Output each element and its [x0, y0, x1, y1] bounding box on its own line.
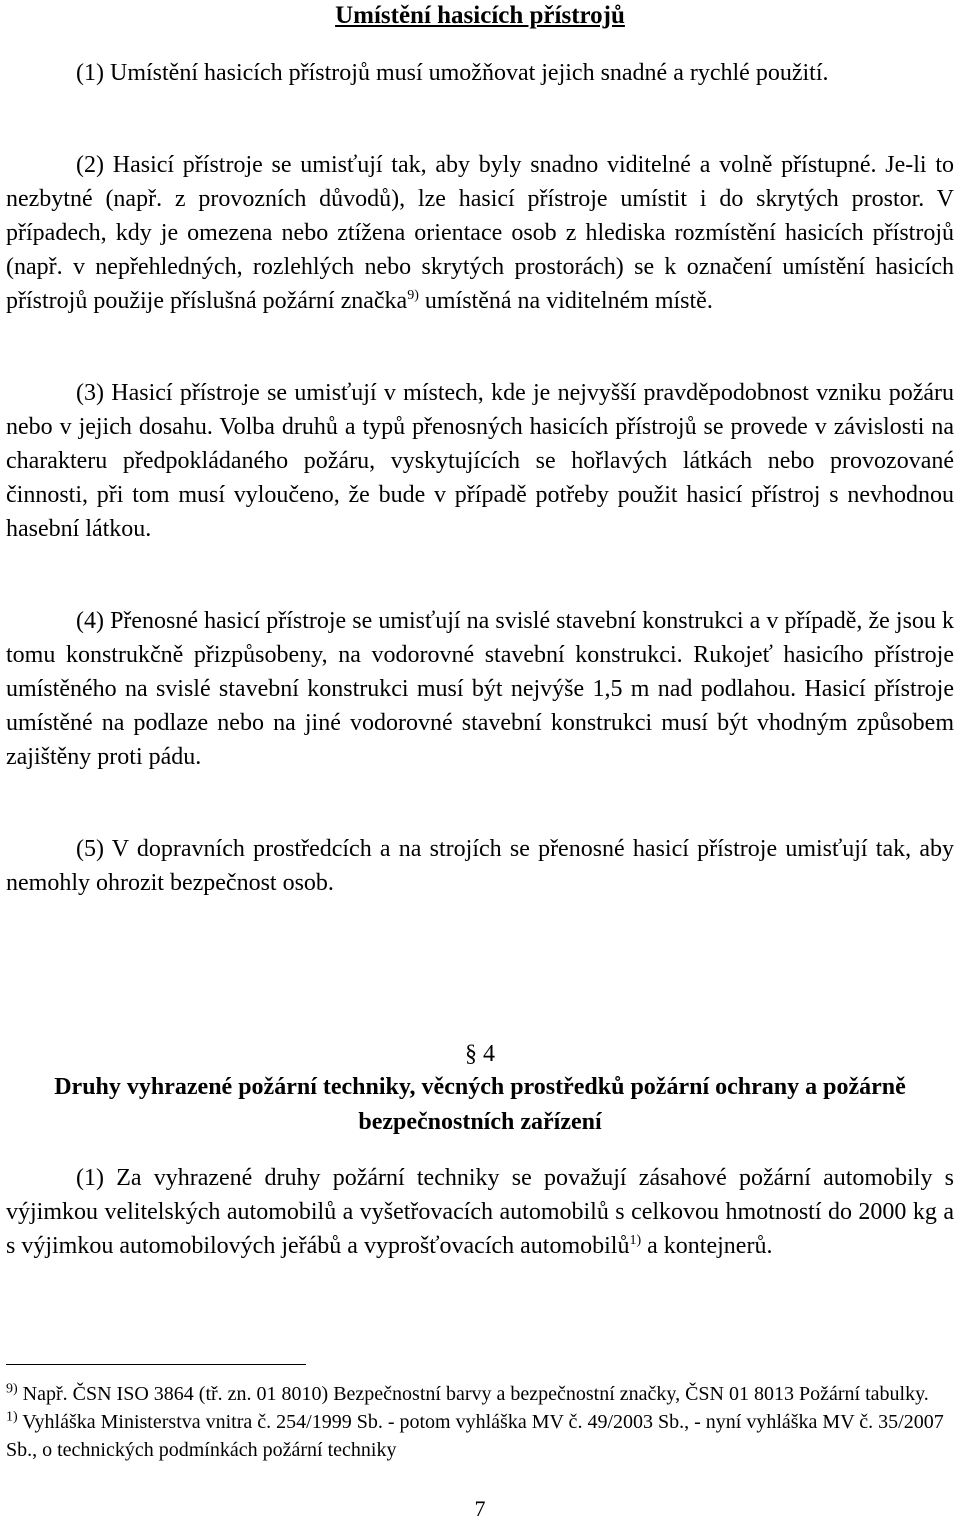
paragraph-2: [6, 148, 954, 318]
paragraph-3: (3) Hasicí přístroje se umisťují v místech, kde je nejvyšší pravděpodobnost vzniku požáru nebo v jejich dosahu. Volba druhů a typů přenosných hasicích přístrojů se provede v závislosti na charakteru předpokládaného požáru, vyskytujících se hořlavých látkách nebo provozované činnosti, při tom musí vyloučeno, že bude v případě potřeby použit hasicí přístroj s nevhodnou hasební látkou.: [6, 380, 954, 542]
paragraph-1: (1) Umístění hasicích přístrojů musí umožňovat jejich snadné a rychlé použití.: [76, 60, 829, 86]
page-number: 7: [474, 1496, 486, 1521]
footnote-mark: 9): [6, 1381, 18, 1397]
footnote-ref-9: 9): [407, 288, 419, 303]
section-paragraph-text-end: a kontejnerů.: [641, 1233, 773, 1259]
footnote-text: Např. ČSN ISO 3864 (tř. zn. 01 8010) Bezpečnostní barvy a bezpečnostní značky, ČSN 01 8013 Požární tabulky.: [17, 1383, 929, 1405]
footnote-9: [6, 1380, 954, 1408]
heading: Umístění hasicích přístrojů: [335, 2, 625, 29]
footnote-1: [6, 1408, 954, 1464]
paragraph-2-text-end: umístěná na viditelném místě.: [418, 288, 713, 314]
footnote-separator: [6, 1364, 306, 1365]
section-paragraph-text: (1) Za vyhrazené druhy požární techniky se považují zásahové požární automobily s výjimkou velitelských automobilů a vyšetřovacích automobilů s celkovou hmotností do 2000 kg a s výjimkou automobilových jeřábů a vyprošťovacích automobilů: [6, 1165, 954, 1259]
footnote-text: Vyhláška Ministerstva vnitra č. 254/1999 Sb. - potom vyhláška MV č. 49/2003 Sb., - nyní vyhláška MV č. 35/2007 Sb., o technických podmínkách požární techniky: [6, 1411, 944, 1461]
paragraph-5: (5) V dopravních prostředcích a na strojích se přenosné hasicí přístroje umisťují tak, aby nemohly ohrozit bezpečnost osob.: [6, 836, 954, 896]
footnotes: [6, 1380, 954, 1464]
paragraph-4: (4) Přenosné hasicí přístroje se umisťují na svislé stavební konstrukci a v případě, že jsou k tomu konstrukčně přizpůsobeny, na vodorovné stavební konstrukci. Rukojeť hasicího přístroje umístěného na svislé stavební konstrukci musí být nejvýše 1,5 m nad podlahou. Hasicí přístroje umístěné na podlaze nebo na jiné vodorovné stavební konstrukci musí být vhodným způsobem zajištěny proti pádu.: [6, 608, 954, 770]
section-title: Druhy vyhrazené požární techniky, věcných prostředků požární ochrany a požárně bezpečnostních zařízení: [54, 1074, 906, 1135]
paragraph-2-text: (2) Hasicí přístroje se umisťují tak, aby byly snadno viditelné a volně přístupné. Je-li to nezbytné (např. z provozních důvodů), lze hasicí přístroje umístit i do skrytých prostor. V případech, kdy je omezena nebo ztížena orientace osob z hlediska rozmístění hasicích přístrojů (např. v nepřehledných, rozlehlých nebo skrytých prostorách) se k označení umístění hasicích přístrojů použije příslušná požární značka: [6, 152, 954, 314]
footnote-mark: 1): [6, 1409, 18, 1425]
footnote-ref-1: 1): [629, 1233, 642, 1248]
section-paragraph-1: [6, 1161, 954, 1263]
section-number: § 4: [465, 1041, 495, 1067]
